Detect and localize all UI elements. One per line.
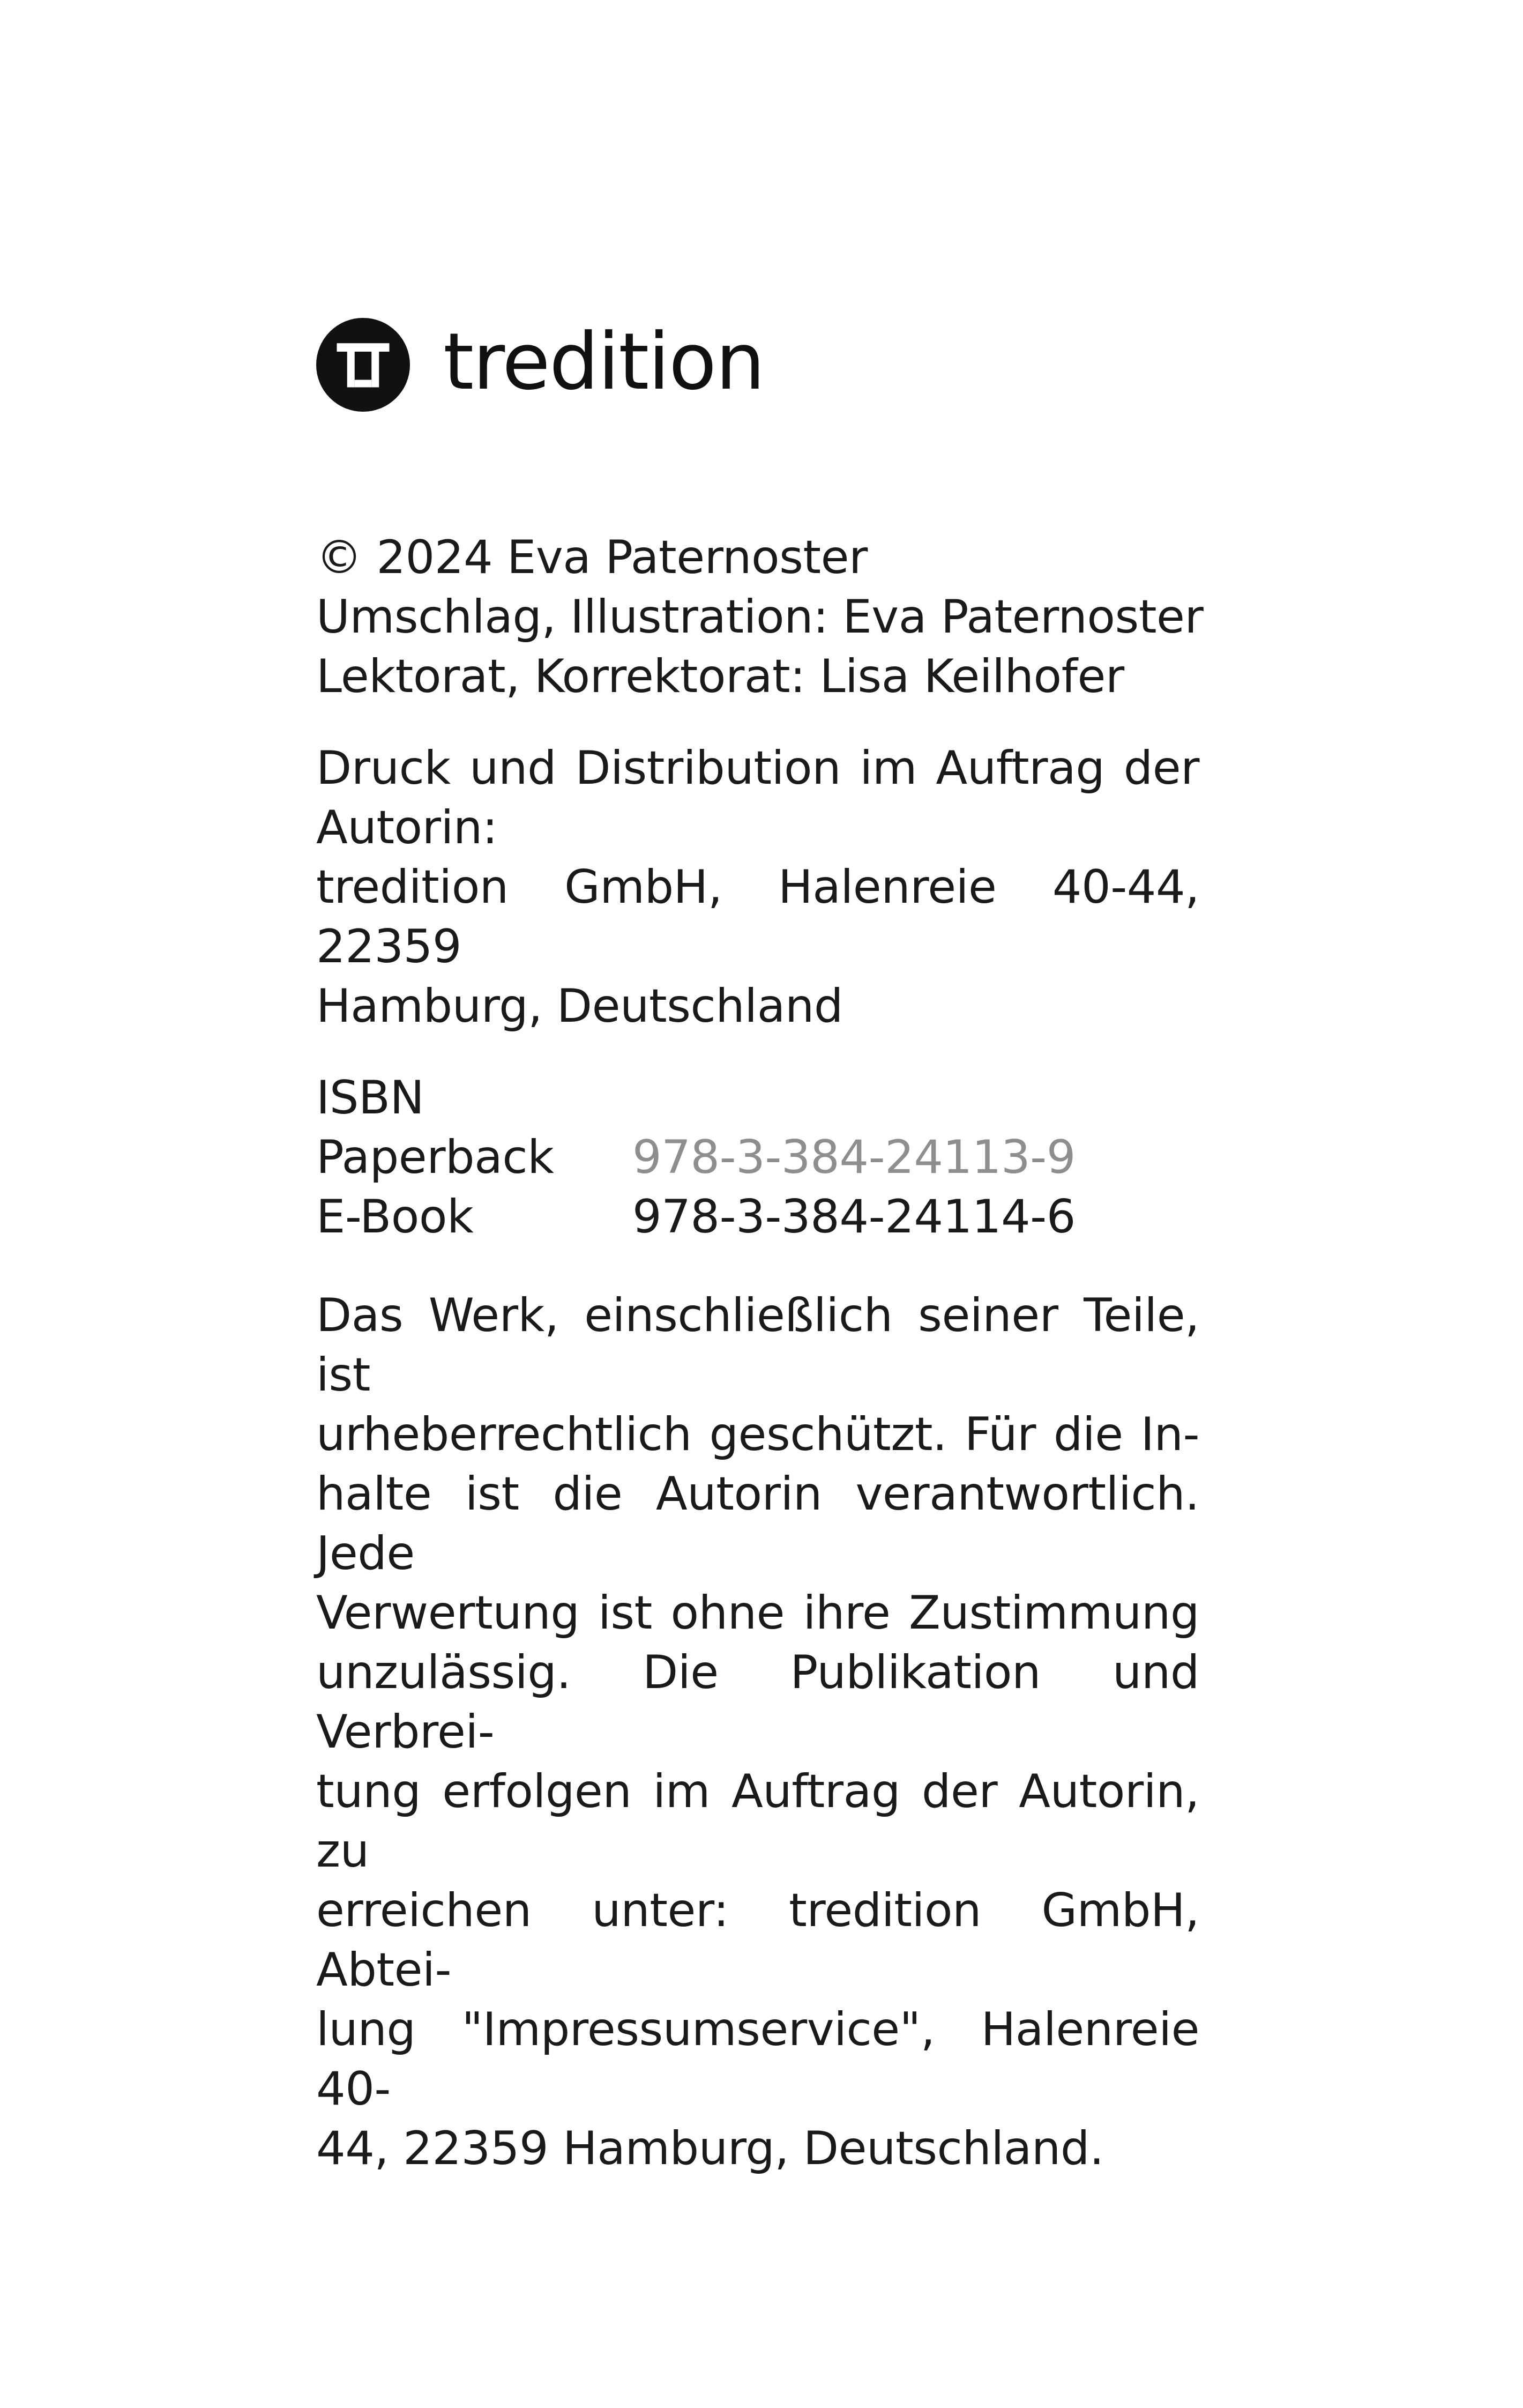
legal-line: unzulässig. Die Publikation und Verbrei-	[316, 1646, 1199, 1759]
credits-block	[316, 528, 1204, 707]
legal-line: erreichen unter: tredition GmbH, Abtei-	[316, 1884, 1199, 1997]
editing-credit-line: Lektorat, Korrektorat: Lisa Keilhofer	[316, 650, 1124, 703]
legal-line: Verwertung ist ohne ihre Zustimmung	[316, 1586, 1199, 1640]
isbn-row-ebook	[316, 1187, 1199, 1247]
distribution-line: Autorin:	[316, 801, 498, 854]
distribution-line: tredition GmbH, Halenreie 40-44, 22359	[316, 860, 1199, 973]
legal-line: 44, 22359 Hamburg, Deutschland.	[316, 2122, 1104, 2175]
publisher-logo	[316, 318, 764, 412]
legal-line: urheberrechtlich geschützt. Für die In-	[316, 1408, 1199, 1461]
distribution-block	[316, 739, 1199, 1036]
copyright-line: © 2024 Eva Paternoster	[316, 531, 868, 584]
legal-line: halte ist die Autorin verantwortlich. Jede	[316, 1467, 1199, 1580]
cover-credit-line: Umschlag, Illustration: Eva Paternoster	[316, 590, 1204, 644]
isbn-type: E-Book	[316, 1190, 474, 1244]
publisher-wordmark: tredition	[443, 316, 764, 407]
legal-block	[316, 1286, 1199, 2179]
legal-line: lung "Impressumservice", Halenreie 40-	[316, 2003, 1199, 2116]
isbn-block	[316, 1068, 1199, 1247]
tredition-logo-icon	[316, 318, 410, 412]
isbn-type: Paperback	[316, 1131, 554, 1184]
imprint-text	[316, 528, 1204, 2179]
distribution-line: Druck und Distribution im Auftrag der	[316, 741, 1199, 795]
isbn-number: 978-3-384-24114-6	[632, 1190, 1076, 1244]
legal-line: tung erfolgen im Auftrag der Autorin, zu	[316, 1765, 1199, 1878]
isbn-number: 978-3-384-24113-9	[632, 1131, 1076, 1184]
legal-line: Das Werk, einschließlich seiner Teile, ist	[316, 1289, 1199, 1402]
distribution-line: Hamburg, Deutschland	[316, 979, 843, 1033]
isbn-heading: ISBN	[316, 1071, 424, 1125]
isbn-row-paperback	[316, 1128, 1199, 1187]
